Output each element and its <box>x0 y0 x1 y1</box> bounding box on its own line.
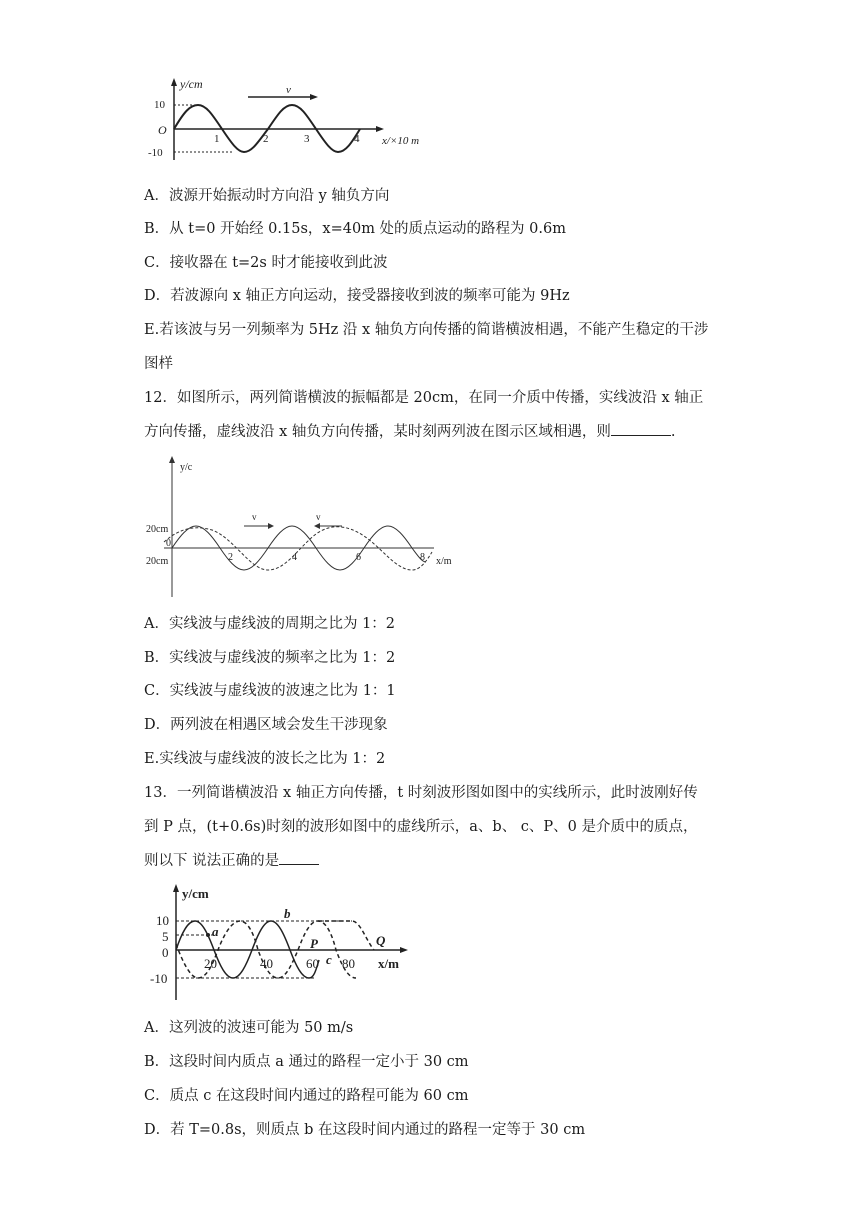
q11-x-tick-3: 3 <box>304 133 310 145</box>
q13-y-tick-neg10: -10 <box>150 971 168 986</box>
q13-option-a: A．这列波的波速可能为 50 m/s <box>144 1020 354 1036</box>
q13-point-a: a <box>212 924 219 939</box>
q12-option-c: C．实线波与虚线波的波速之比为 1：1 <box>144 683 396 699</box>
q13-point-q: Q <box>376 933 386 948</box>
q12-stem-end: . <box>670 424 676 440</box>
q11-y-axis-label: y/cm <box>180 77 203 91</box>
q13-option-b: B．这段时间内质点 a 通过的路程一定小于 30 cm <box>144 1054 469 1070</box>
q13-option-c: C．质点 c 在这段时间内通过的路程可能为 60 cm <box>144 1088 469 1104</box>
q12-x-tick-6: 6 <box>356 552 361 563</box>
q12-x-tick-4: 4 <box>292 552 297 563</box>
q12-x-axis-label: x/m <box>436 556 452 567</box>
q12-y-axis-label: y/c <box>180 462 193 473</box>
q12-x-tick-2: 2 <box>228 552 233 563</box>
q13-stem-line3-text: 则以下 说法正确的是 <box>144 853 280 869</box>
q11-y-tick-neg10: -10 <box>148 147 163 159</box>
q11-x-tick-4: 4 <box>354 133 360 145</box>
q13-x-tick-60: 60 <box>306 956 319 971</box>
q11-option-d: D．若波源向 x 轴正方向运动，接受器接收到波的频率可能为 9Hz <box>144 288 570 304</box>
q11-option-a: A．波源开始振动时方向沿 y 轴负方向 <box>144 188 390 204</box>
q12-option-e: E.实线波与虚线波的波长之比为 1：2 <box>144 751 386 767</box>
q13-y-tick-10: 10 <box>156 913 169 928</box>
q12-v2-label: v <box>316 512 321 522</box>
q13-y-tick-5: 5 <box>162 929 169 944</box>
q13-stem-line3 <box>144 850 319 871</box>
q11-y-tick-10: 10 <box>154 99 165 111</box>
q13-y-axis-label: y/cm <box>182 886 209 901</box>
q12-y-bottom-label: 20cm <box>146 556 169 567</box>
q13-stem-line1: 13．一列简谐横波沿 x 轴正方向传播，t 时刻波形图如图中的实线所示，此时波刚好传 <box>144 785 698 801</box>
q12-option-a: A．实线波与虚线波的周期之比为 1：2 <box>144 616 396 632</box>
q12-x-tick-0: 0 <box>166 538 171 549</box>
q11-option-e-cont: 图样 <box>144 356 173 372</box>
q12-option-d: D．两列波在相遇区域会发生干涉现象 <box>144 717 388 733</box>
q11-wave-figure <box>140 72 450 172</box>
q13-point-p: P <box>310 936 318 951</box>
q13-answer-blank[interactable] <box>279 850 319 865</box>
q12-stem-line1: 12．如图所示，两列简谐横波的振幅都是 20cm，在同一介质中传播，实线波沿 x 轴正 <box>144 390 704 406</box>
q12-v1-label: v <box>252 512 257 522</box>
q13-y-tick-0: 0 <box>162 945 169 960</box>
q11-option-e: E.若该波与另一列频率为 5Hz 沿 x 轴负方向传播的简谐横波相遇，不能产生稳定的干涉 <box>144 322 709 338</box>
q12-option-b: B．实线波与虚线波的频率之比为 1：2 <box>144 650 396 666</box>
q11-option-b: B．从 t=0 开始经 0.15s，x=40m 处的质点运动的路程为 0.6m <box>144 221 566 237</box>
q13-stem-line2: 到 P 点，(t+0.6s)时刻的波形如图中的虚线所示，a、b、 c、P、0 是介质中的质点， <box>144 819 698 835</box>
q13-point-b: b <box>284 906 291 921</box>
q11-x-tick-2: 2 <box>263 133 269 145</box>
q11-option-c: C．接收器在 t=2s 时才能接收到此波 <box>144 255 388 271</box>
q13-option-d: D．若 T=0.8s，则质点 b 在这段时间内通过的路程一定等于 30 cm <box>144 1122 586 1138</box>
q11-v-label: v <box>286 84 291 96</box>
q13-point-c: c <box>326 952 332 967</box>
q13-x-tick-80: 80 <box>342 956 355 971</box>
q12-answer-blank[interactable] <box>611 421 671 436</box>
q13-x-tick-20: 20 <box>204 956 217 971</box>
q12-stem-line2 <box>144 421 676 442</box>
q11-x-tick-1: 1 <box>214 133 220 145</box>
q11-x-axis-label: x/×10 m <box>382 135 420 147</box>
q13-x-tick-40: 40 <box>260 956 273 971</box>
q12-y-top-label: 20cm <box>146 524 169 535</box>
q12-wave-figure <box>142 452 462 602</box>
q12-stem-line2-text: 方向传播，虚线波沿 x 轴负方向传播，某时刻两列波在图示区域相遇，则 <box>144 424 611 440</box>
q13-wave-figure <box>146 880 426 1004</box>
q12-x-tick-8: 8 <box>420 552 425 563</box>
q13-x-axis-label: x/m <box>378 956 399 971</box>
q11-origin-label: O <box>158 123 167 137</box>
